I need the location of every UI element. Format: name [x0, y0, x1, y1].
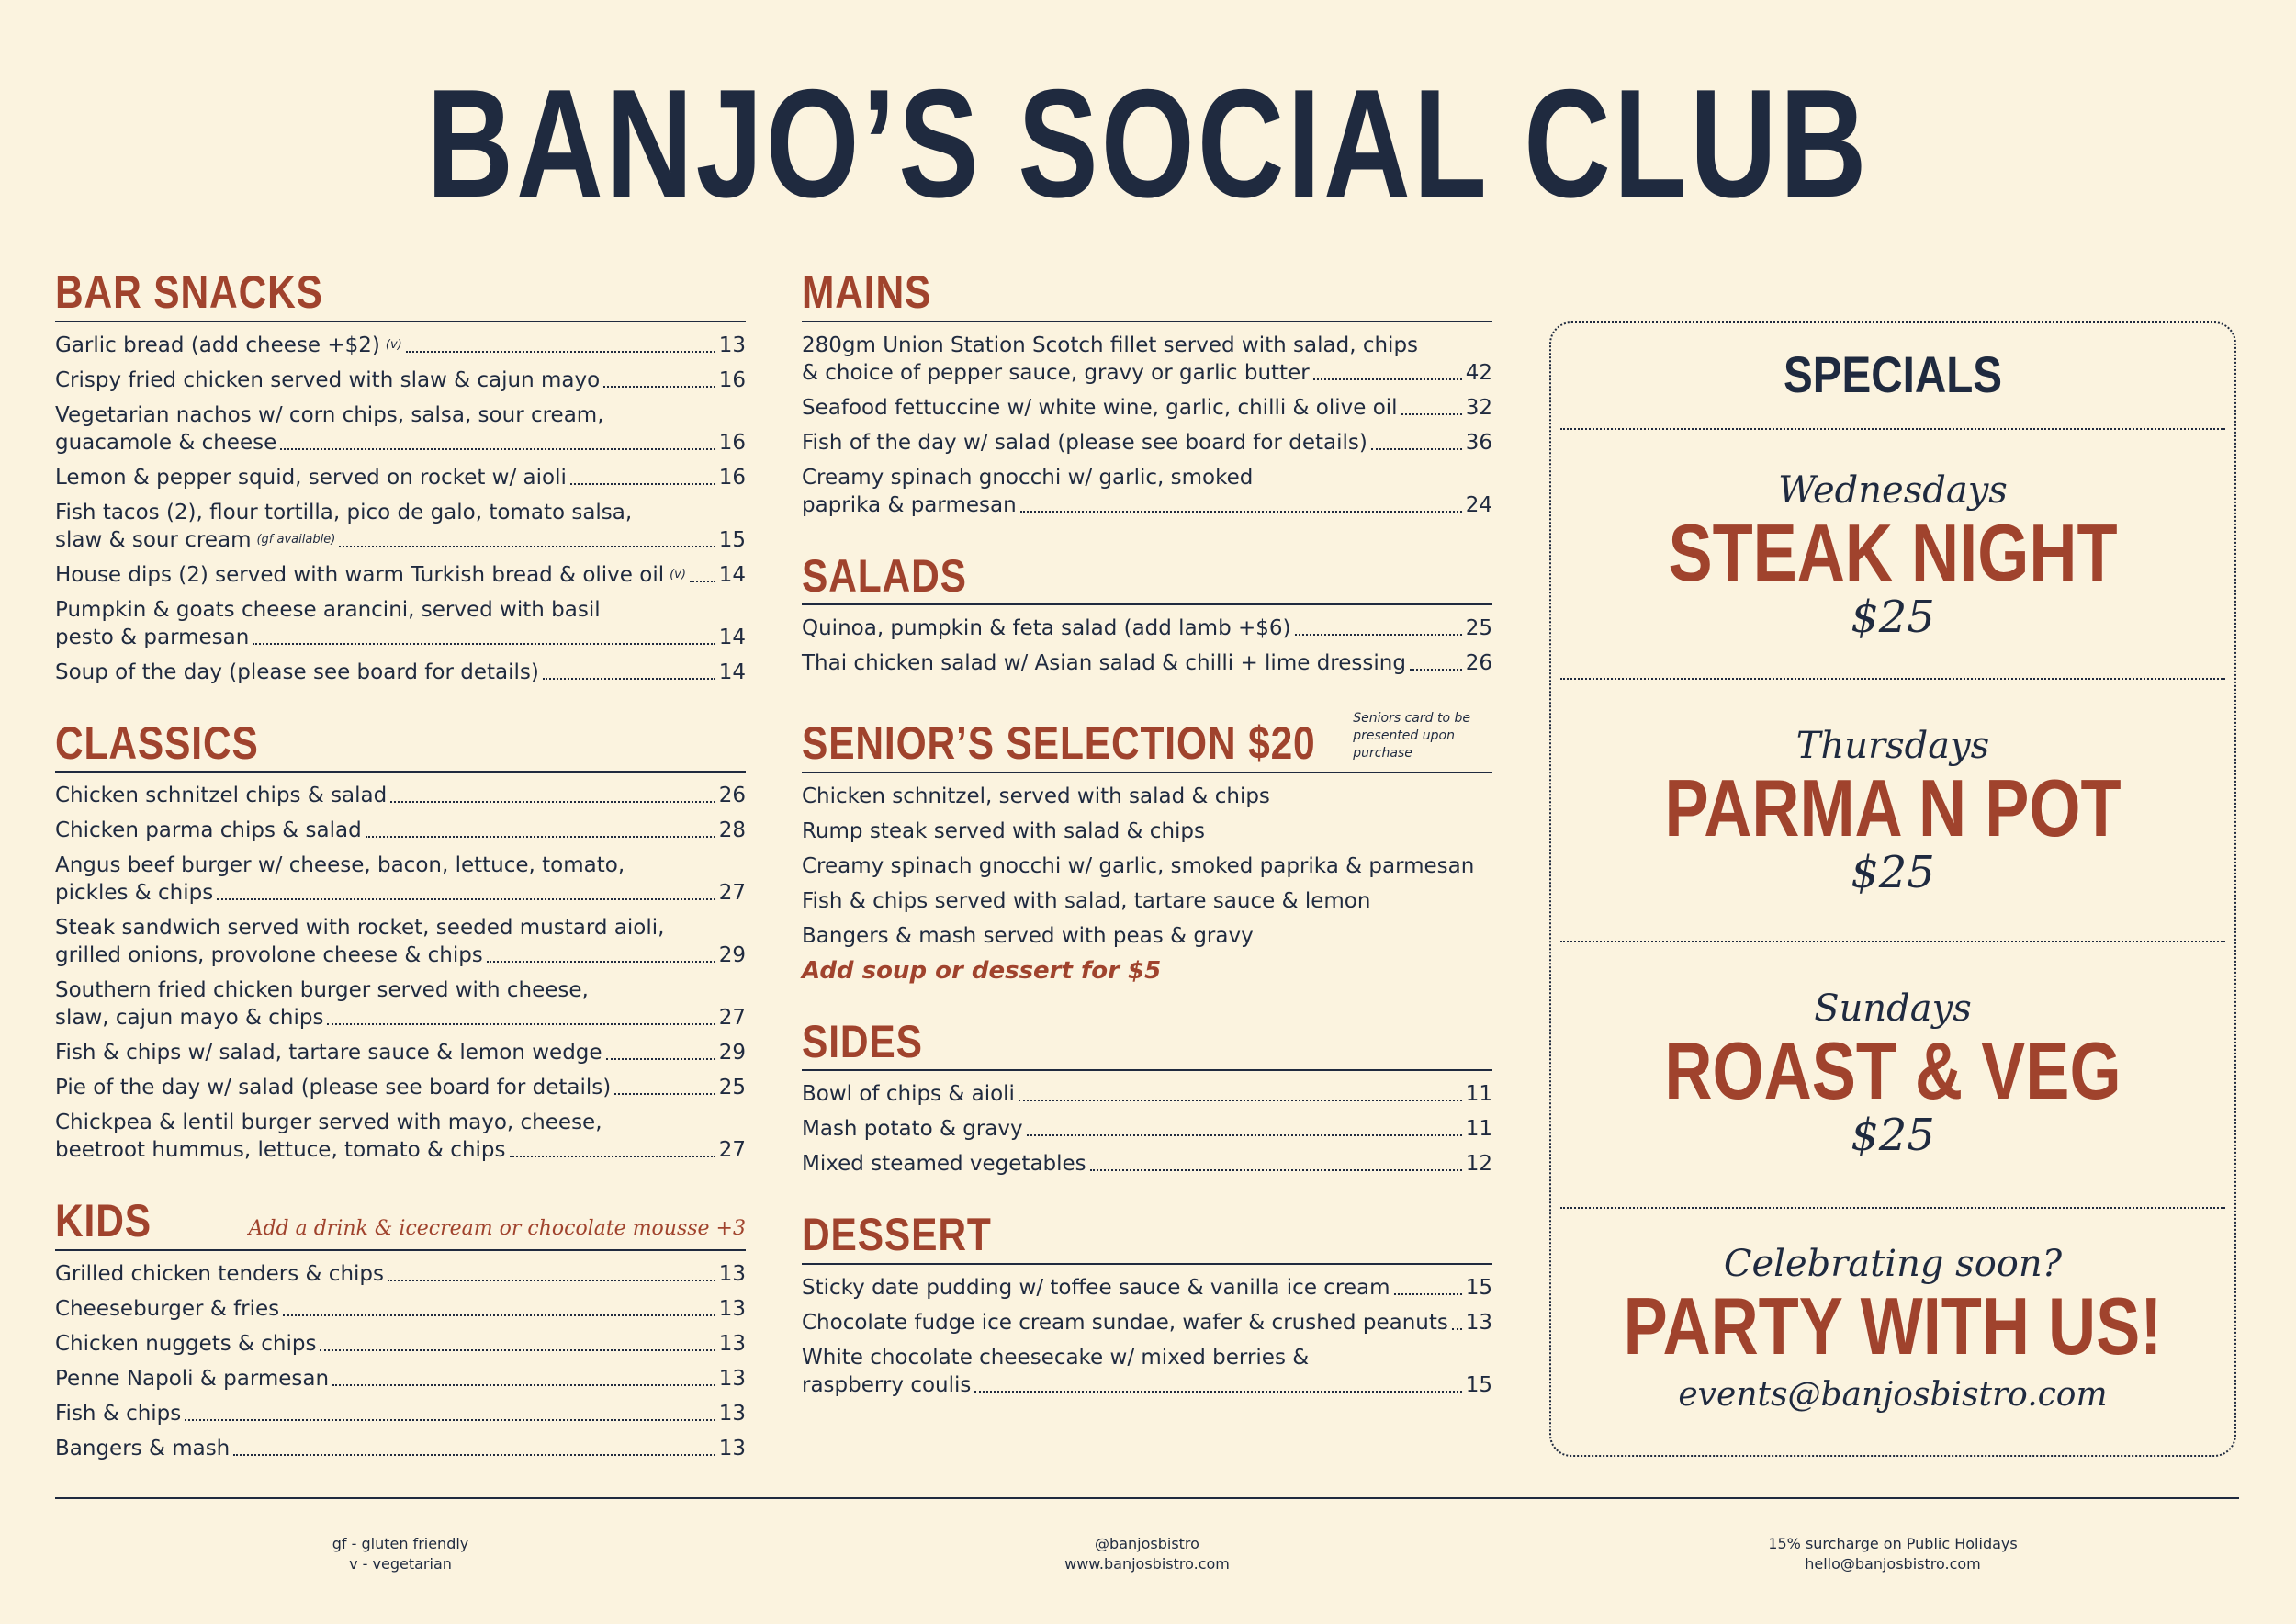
leader-dots — [366, 836, 715, 838]
party-lead: Celebrating soon? — [1723, 1243, 2063, 1285]
sides-list — [802, 1080, 1492, 1178]
menu-item-price: 11 — [1465, 1082, 1492, 1107]
bar-snacks-list — [55, 332, 746, 686]
page-title: BANJO’S SOCIAL CLUB — [426, 57, 1870, 230]
leader-dots — [606, 1058, 715, 1060]
leader-dots — [487, 961, 715, 963]
specials-divider — [1560, 1207, 2225, 1209]
menu-item-price: 13 — [1465, 1310, 1492, 1335]
leader-dots — [543, 678, 715, 680]
bar-snacks-section — [55, 268, 746, 686]
leader-dots — [1027, 1134, 1462, 1136]
menu-item — [802, 1371, 1492, 1399]
mains-header — [802, 268, 1492, 322]
menu-item-name: Chocolate fudge ice cream sundae, wafer & crushed peanuts — [802, 1310, 1448, 1335]
footer-gf-note: gf - gluten friendly — [332, 1535, 469, 1552]
special-name: ROAST & VEG — [1664, 1025, 2122, 1116]
menu-item-price: 13 — [718, 1436, 746, 1460]
menu-item-price: 15 — [718, 527, 746, 552]
seniors-note-line1: Seniors card to be — [1353, 711, 1470, 726]
leader-dots — [1452, 1328, 1462, 1330]
dessert-section — [802, 1211, 1492, 1399]
menu-item — [55, 1295, 746, 1323]
leader-dots — [1020, 511, 1462, 513]
menu-item-price: 29 — [718, 1041, 746, 1065]
mains-title: MAINS — [802, 266, 932, 318]
menu-item-name: & choice of pepper sauce, gravy or garlic butter — [802, 360, 1310, 385]
menu-item — [55, 367, 746, 394]
menu-item-line: Creamy spinach gnocchi w/ garlic, smoked — [802, 465, 1254, 490]
leader-dots — [327, 1023, 715, 1025]
menu-item — [802, 1274, 1492, 1302]
salads-section — [802, 549, 1492, 678]
menu-item — [55, 879, 746, 907]
special-wednesday — [1551, 470, 2234, 642]
footer-social — [917, 1534, 1377, 1574]
leader-dots — [614, 1093, 715, 1095]
menu-item — [802, 491, 1492, 519]
menu-item-tag: (gf available) — [256, 532, 336, 547]
menu-item: Fish & chips served with salad, tartare sauce & lemon — [802, 888, 1371, 913]
menu-item — [55, 464, 746, 491]
menu-item-line: Vegetarian nachos w/ corn chips, salsa, sour cream, — [55, 402, 604, 427]
menu-item-name: Mash potato & gravy — [802, 1117, 1023, 1142]
leader-dots — [690, 581, 715, 582]
menu-item-line: White chocolate cheesecake w/ mixed berries & — [802, 1345, 1310, 1370]
menu-item-name: pesto & parmesan — [55, 625, 250, 649]
menu-item-price: 16 — [718, 465, 746, 490]
menu-item-name: Penne Napoli & parmesan — [55, 1366, 330, 1391]
mains-section — [802, 268, 1492, 519]
menu-item-price: 24 — [1465, 492, 1492, 517]
leader-dots — [1410, 669, 1462, 671]
salads-header — [802, 549, 1492, 606]
classics-title: CLASSICS — [55, 716, 259, 769]
menu-item-name: Fish & chips w/ salad, tartare sauce & lemon wedge — [55, 1041, 602, 1065]
classics-header — [55, 716, 746, 773]
seniors-section — [802, 710, 1492, 985]
special-name: PARMA N POT — [1664, 762, 2122, 853]
menu-item-name: Cheeseburger & fries — [55, 1296, 280, 1321]
middle-column — [802, 268, 1492, 1432]
leader-dots — [1019, 1100, 1462, 1101]
menu-item-tag: (v) — [385, 337, 402, 352]
menu-item-price: 27 — [718, 1006, 746, 1030]
menu-item — [55, 942, 746, 969]
menu-item-price: 28 — [718, 818, 746, 842]
seniors-note — [1353, 710, 1492, 768]
menu-item — [55, 782, 746, 809]
leader-dots — [217, 898, 715, 900]
menu-item-name: Mixed steamed vegetables — [802, 1152, 1086, 1177]
special-day: Wednesdays — [1778, 469, 2008, 512]
menu-item-name: Chicken parma chips & salad — [55, 818, 362, 842]
menu-item: Rump steak served with salad & chips — [802, 818, 1205, 843]
menu-item-name: Quinoa, pumpkin & feta salad (add lamb +$6) — [802, 616, 1291, 640]
specials-divider — [1560, 428, 2225, 430]
leader-dots — [390, 801, 715, 803]
menu-item: Bangers & mash served with peas & gravy — [802, 923, 1254, 948]
leader-dots — [332, 1384, 715, 1386]
footer-social-handle[interactable]: @banjosbistro — [1095, 1535, 1199, 1552]
special-price: $25 — [1851, 1110, 1935, 1161]
menu-item — [802, 1115, 1492, 1143]
menu-item-line: Angus beef burger w/ cheese, bacon, lettuce, tomato, — [55, 853, 625, 877]
menu-item — [55, 526, 746, 554]
menu-item-price: 25 — [1465, 616, 1492, 640]
menu-item-price: 36 — [1465, 430, 1492, 455]
menu-item-price: 25 — [718, 1076, 746, 1100]
footer-divider — [55, 1497, 2239, 1499]
menu-item: Creamy spinach gnocchi w/ garlic, smoked paprika & parmesan — [802, 853, 1475, 878]
menu-item — [55, 1330, 746, 1358]
leader-dots — [185, 1419, 715, 1421]
specials-divider — [1560, 678, 2225, 680]
menu-item-price: 32 — [1465, 395, 1492, 420]
specials-title: SPECIALS — [1783, 345, 2003, 403]
menu-item-name: slaw & sour cream — [55, 527, 252, 552]
salads-title: SALADS — [802, 549, 967, 602]
bar-snacks-header — [55, 268, 746, 322]
leader-dots — [1090, 1169, 1462, 1171]
menu-item-price: 15 — [1465, 1275, 1492, 1300]
menu-item — [802, 649, 1492, 677]
classics-list — [55, 782, 746, 1164]
leader-dots — [570, 483, 715, 485]
seniors-note-line2: presented upon purchase — [1353, 727, 1455, 761]
menu-item-price: 26 — [1465, 651, 1492, 675]
menu-item — [55, 1136, 746, 1164]
menu-item-name: slaw, cajun mayo & chips — [55, 1006, 324, 1030]
leader-dots — [1371, 448, 1462, 450]
menu-item-line: Pumpkin & goats cheese arancini, served with basil — [55, 597, 601, 622]
menu-item — [55, 659, 746, 686]
footer-v-note: v - vegetarian — [349, 1555, 452, 1573]
special-price: $25 — [1851, 847, 1935, 898]
seniors-list — [802, 783, 1492, 950]
menu-item-price: 15 — [1465, 1372, 1492, 1397]
menu-item — [55, 1004, 746, 1032]
menu-item-name: Grilled chicken tenders & chips — [55, 1261, 384, 1286]
special-day: Thursdays — [1795, 725, 1990, 767]
kids-title: KIDS — [55, 1195, 152, 1246]
menu-item-name: Pie of the day w/ salad (please see board for details) — [55, 1076, 612, 1100]
menu-item-name: Chicken nuggets & chips — [55, 1331, 317, 1356]
menu-item — [55, 624, 746, 651]
menu-item — [802, 615, 1492, 642]
menu-item-name: Seafood fettuccine w/ white wine, garlic, chilli & olive oil — [802, 395, 1398, 420]
menu-item — [55, 561, 746, 589]
specials-divider — [1560, 941, 2225, 942]
footer-legend — [171, 1534, 630, 1574]
menu-item — [802, 1150, 1492, 1178]
special-name: STEAK NIGHT — [1668, 507, 2118, 598]
menu-item-name: Fish & chips — [55, 1401, 182, 1426]
salads-list — [802, 615, 1492, 677]
menu-item-price: 13 — [718, 1331, 746, 1356]
menu-item-name: raspberry coulis — [802, 1372, 972, 1397]
menu-item-name: grilled onions, provolone cheese & chips — [55, 943, 483, 967]
leader-dots — [388, 1280, 715, 1281]
footer-surcharge: 15% surcharge on Public Holidays — [1768, 1535, 2018, 1552]
kids-list — [55, 1260, 746, 1462]
menu-item-name: Bangers & mash — [55, 1436, 231, 1460]
sides-title: SIDES — [802, 1015, 923, 1067]
seniors-extra: Add soup or dessert for $5 — [802, 956, 1162, 985]
menu-item-line: Southern fried chicken burger served with cheese, — [55, 978, 589, 1002]
menu-item — [802, 359, 1492, 387]
classics-section — [55, 716, 746, 1165]
menu-item — [55, 817, 746, 844]
specials-panel — [1549, 321, 2236, 1457]
menu-item-name: pickles & chips — [55, 881, 214, 905]
menu-item-price: 11 — [1465, 1117, 1492, 1142]
leader-dots — [253, 643, 715, 645]
footer-website[interactable]: www.banjosbistro.com — [1064, 1555, 1230, 1573]
menu-item — [55, 332, 746, 359]
menu-item — [55, 429, 746, 457]
special-sunday — [1551, 988, 2234, 1160]
kids-header — [55, 1197, 746, 1251]
menu-item-name: Thai chicken salad w/ Asian salad & chilli + lime dressing — [802, 651, 1406, 675]
menu-item-price: 16 — [718, 367, 746, 392]
menu-item-name: Garlic bread (add cheese +$2) — [55, 333, 380, 357]
menu-item — [802, 1080, 1492, 1108]
leader-dots — [1313, 378, 1462, 380]
special-thursday — [1551, 726, 2234, 897]
menu-item-name: beetroot hummus, lettuce, tomato & chips — [55, 1138, 506, 1162]
leader-dots — [320, 1349, 715, 1351]
seniors-title: SENIOR’S SELECTION $20 — [802, 717, 1316, 770]
menu-item — [55, 1039, 746, 1066]
menu-item-line: Steak sandwich served with rocket, seeded mustard aioli, — [55, 916, 665, 940]
party-block — [1551, 1244, 2234, 1414]
sides-header — [802, 1015, 1492, 1072]
menu-item-name: Crispy fried chicken served with slaw & cajun mayo — [55, 367, 601, 392]
menu-item-name: Fish of the day w/ salad (please see board for details) — [802, 430, 1367, 455]
menu-item-price: 29 — [718, 943, 746, 967]
menu-item — [802, 394, 1492, 422]
bar-snacks-title: BAR SNACKS — [55, 266, 323, 318]
menu-item-name: House dips (2) served with warm Turkish bread & olive oil — [55, 562, 665, 587]
menu-item-price: 12 — [1465, 1152, 1492, 1177]
menu-item-line: Fish tacos (2), flour tortilla, pico de galo, tomato salsa, — [55, 500, 633, 524]
footer-contact — [1663, 1534, 2122, 1574]
menu-item-name: paprika & parmesan — [802, 492, 1017, 517]
menu-item — [802, 1309, 1492, 1336]
menu-item-price: 27 — [718, 881, 746, 905]
leader-dots — [280, 448, 715, 450]
left-column — [55, 268, 746, 1495]
menu-item-name: Soup of the day (please see board for details) — [55, 660, 539, 684]
menu-item-price: 14 — [718, 660, 746, 684]
menu-item-price: 13 — [718, 1366, 746, 1391]
menu-item-price: 13 — [718, 1261, 746, 1286]
menu-item-price: 26 — [718, 784, 746, 807]
mains-list — [802, 332, 1492, 519]
menu-item-name: Sticky date pudding w/ toffee sauce & vanilla ice cream — [802, 1275, 1390, 1300]
leader-dots — [974, 1391, 1461, 1393]
menu-item-price: 27 — [718, 1138, 746, 1162]
leader-dots — [233, 1454, 715, 1456]
seniors-header — [802, 710, 1492, 773]
leader-dots — [406, 351, 715, 353]
leader-dots — [339, 546, 715, 547]
menu-item — [55, 1365, 746, 1393]
special-price: $25 — [1851, 592, 1935, 643]
leader-dots — [1401, 413, 1462, 415]
leader-dots — [283, 1314, 715, 1316]
menu-item-name: Chicken schnitzel chips & salad — [55, 784, 388, 807]
menu-item-name: Bowl of chips & aioli — [802, 1082, 1015, 1107]
menu-item-line: 280gm Union Station Scotch fillet served with salad, chips — [802, 333, 1419, 357]
menu-item-price: 16 — [718, 430, 746, 455]
menu-item-tag: (v) — [670, 567, 686, 581]
party-email[interactable]: events@banjosbistro.com — [1678, 1376, 2108, 1414]
footer-email[interactable]: hello@banjosbistro.com — [1805, 1555, 1981, 1573]
menu-item — [55, 1260, 746, 1288]
menu-item-price: 14 — [718, 562, 746, 587]
menu-item-price: 14 — [718, 625, 746, 649]
menu-item-price: 13 — [718, 1296, 746, 1321]
menu-item-price: 13 — [718, 333, 746, 357]
menu-item — [802, 429, 1492, 457]
special-day: Sundays — [1814, 987, 1972, 1030]
menu-item-line: Chickpea & lentil burger served with mayo, cheese, — [55, 1111, 602, 1134]
menu-item-name: guacamole & cheese — [55, 430, 277, 455]
menu-item — [55, 1400, 746, 1427]
menu-item — [55, 1435, 746, 1462]
sides-section — [802, 1015, 1492, 1179]
dessert-header — [802, 1211, 1492, 1265]
menu-item-price: 13 — [718, 1401, 746, 1426]
leader-dots — [1394, 1293, 1462, 1295]
menu-item: Chicken schnitzel, served with salad & chips — [802, 784, 1270, 808]
menu-item-name: Lemon & pepper squid, served on rocket w/ aioli — [55, 465, 567, 490]
menu-item-price: 42 — [1465, 360, 1492, 385]
leader-dots — [1295, 634, 1462, 636]
leader-dots — [510, 1156, 715, 1157]
dessert-title: DESSERT — [802, 1209, 992, 1261]
leader-dots — [603, 386, 715, 388]
dessert-list — [802, 1274, 1492, 1399]
menu-item — [55, 1074, 746, 1101]
kids-note: Add a drink & icecream or chocolate mousse +3 — [248, 1216, 746, 1240]
kids-section — [55, 1197, 746, 1462]
party-name: PARTY WITH US! — [1623, 1280, 2163, 1371]
